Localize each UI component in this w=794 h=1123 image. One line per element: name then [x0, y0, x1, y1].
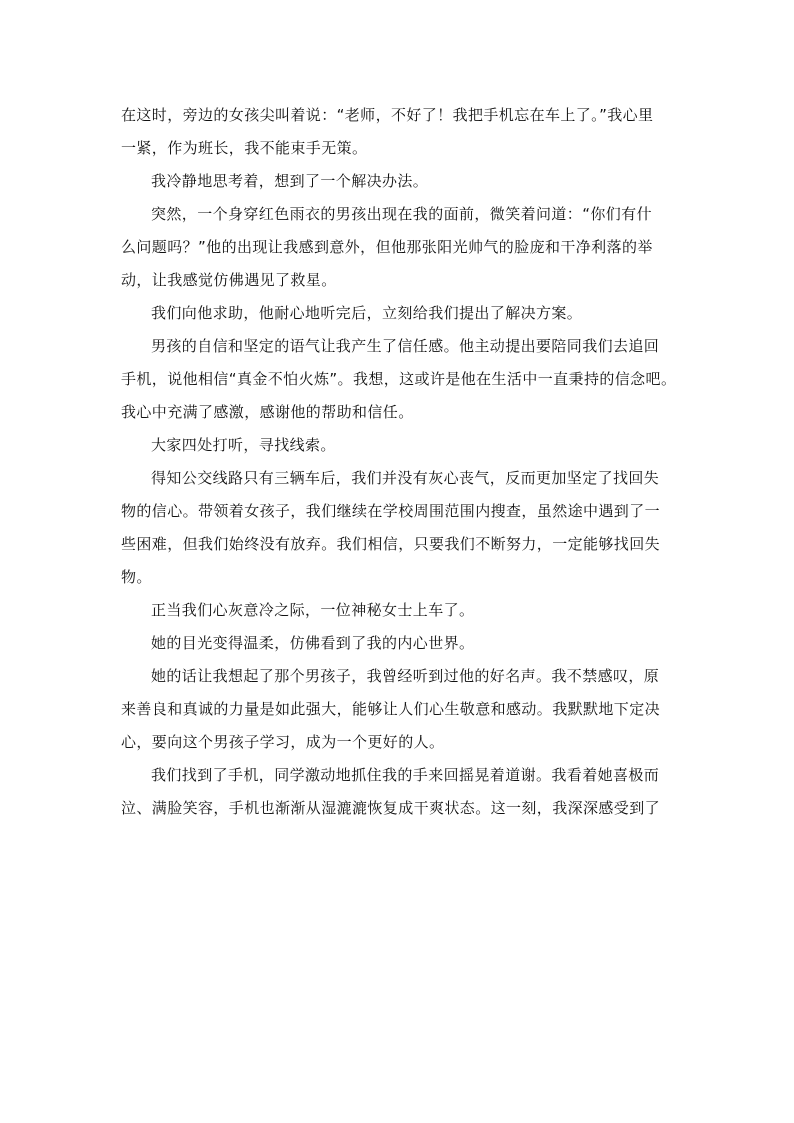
- paragraph: [121, 167, 681, 195]
- paragraph: [121, 629, 681, 657]
- text-line: 得知公交线路只有三辆车后，我们并没有灰心丧气，反而更加坚定了找回失: [151, 469, 660, 487]
- text-line: 在这时，旁边的女孩尖叫着说：“老师，不好了！我把手机忘在车上了。”我心里: [121, 106, 654, 124]
- text-line: 她的目光变得温柔，仿佛看到了我的内心世界。: [151, 634, 475, 652]
- paragraph: [121, 761, 681, 822]
- text-line: 物的信心。带领着女孩子，我们继续在学校周围范围内搜查，虽然途中遇到了一: [121, 502, 661, 520]
- text-line: 我们向他求助，他耐心地听完后，立刻给我们提出了解决方案。: [151, 304, 583, 322]
- document-body: [121, 101, 681, 827]
- paragraph: [121, 596, 681, 624]
- text-line: 我们找到了手机，同学激动地抓住我的手来回摇晃着道谢。我看着她喜极而: [151, 766, 660, 784]
- text-line: 物。: [121, 568, 152, 586]
- text-line: 动，让我感觉仿佛遇见了救星。: [121, 271, 337, 289]
- text-line: 我冷静地思考着，想到了一个解决办法。: [151, 172, 429, 190]
- text-line: 心，要向这个男孩子学习，成为一个更好的人。: [121, 733, 445, 751]
- text-line: 男孩的自信和坚定的语气让我产生了信任感。他主动提出要陪同我们去追回: [151, 337, 660, 355]
- paragraph: [121, 200, 681, 294]
- text-line: 大家四处打听，寻找线索。: [151, 436, 336, 454]
- paragraph: [121, 299, 681, 327]
- text-line: 泣、满脸笑容，手机也渐渐从湿漉漉恢复成干爽状态。这一刻，我深深感受到了: [121, 799, 661, 817]
- paragraph: [121, 431, 681, 459]
- paragraph: [121, 464, 681, 591]
- text-line: 手机，说他相信“真金不怕火炼”。我想，这或许是他在生活中一直秉持的信念吧。: [121, 370, 677, 388]
- paragraph: [121, 662, 681, 756]
- text-line: 一紧，作为班长，我不能束手无策。: [121, 139, 368, 157]
- paragraph: [121, 332, 681, 426]
- text-line: 正当我们心灰意冷之际，一位神秘女士上车了。: [151, 601, 475, 619]
- text-line: 我心中充满了感激，感谢他的帮助和信任。: [121, 403, 414, 421]
- text-line: 么问题吗？”他的出现让我感到意外，但他那张阳光帅气的脸庞和干净利落的举: [121, 238, 653, 256]
- paragraph: [121, 101, 681, 162]
- text-line: 她的话让我想起了那个男孩子，我曾经听到过他的好名声。我不禁感叹，原: [151, 667, 660, 685]
- text-line: 些困难，但我们始终没有放弃。我们相信，只要我们不断努力，一定能够找回失: [121, 535, 661, 553]
- text-line: 来善良和真诚的力量是如此强大，能够让人们心生敬意和感动。我默默地下定决: [121, 700, 661, 718]
- text-line: 突然，一个身穿红色雨衣的男孩出现在我的面前，微笑着问道：“你们有什: [151, 205, 652, 223]
